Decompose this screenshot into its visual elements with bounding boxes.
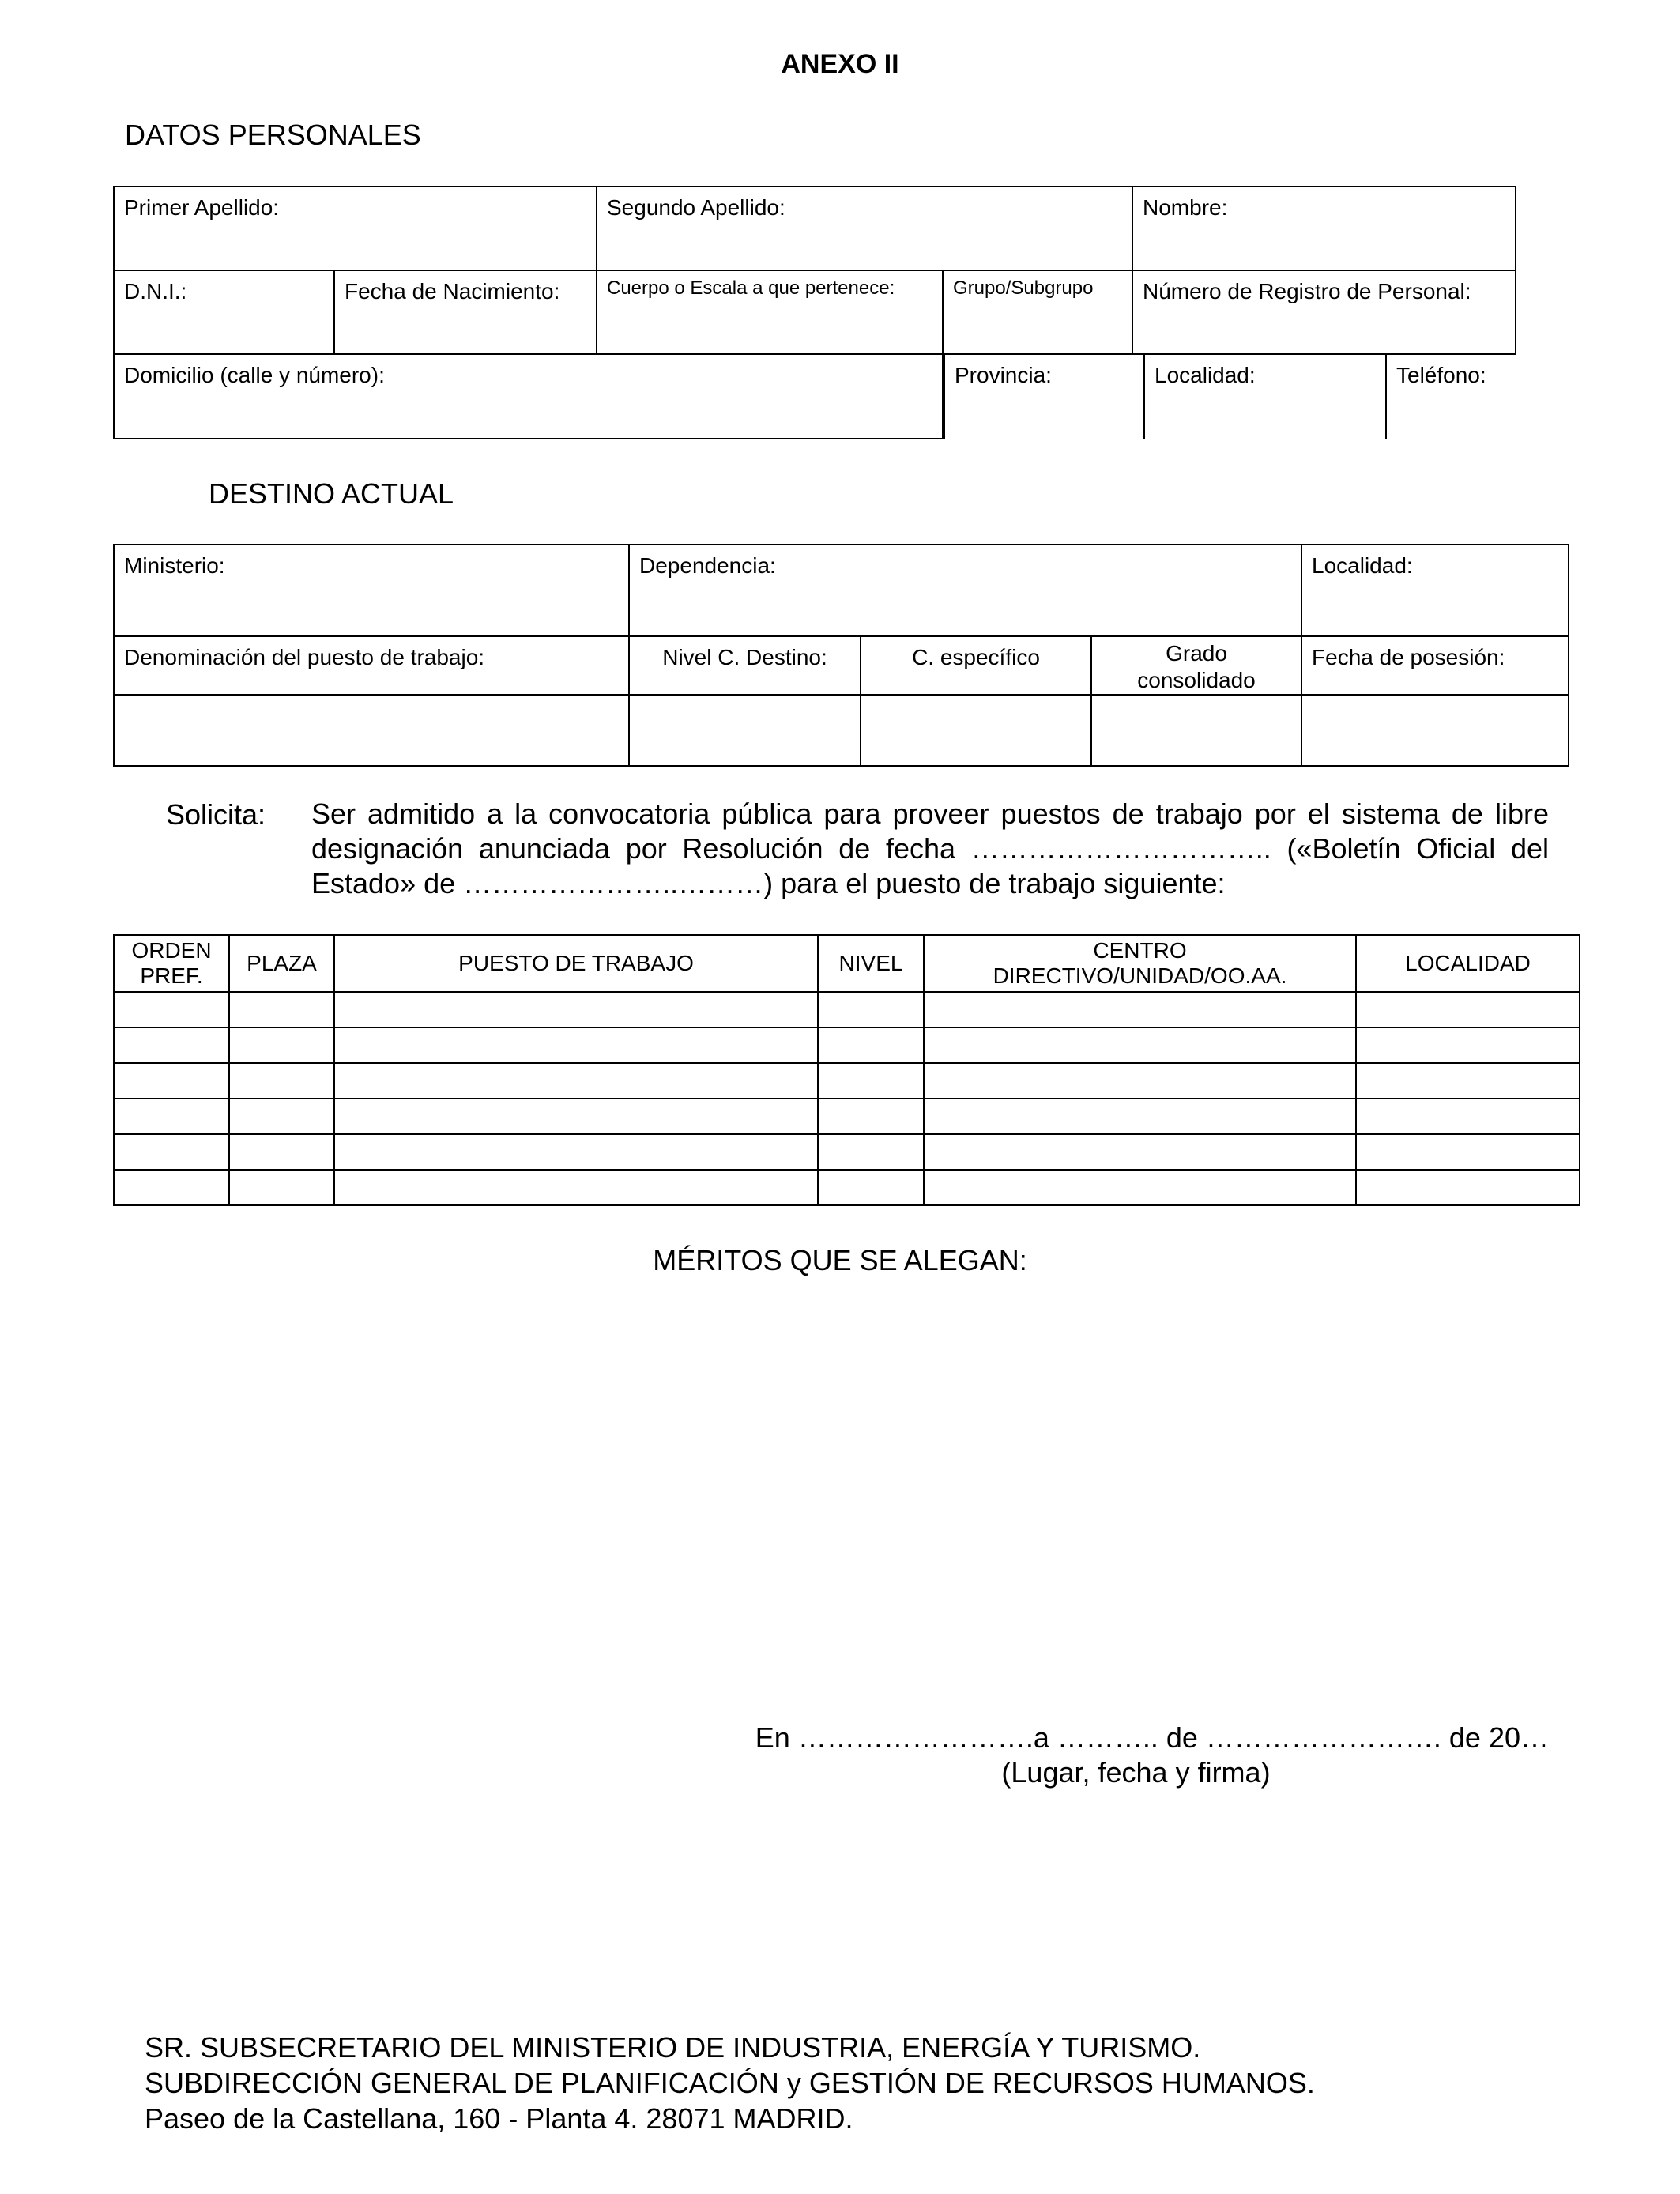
cell-nivel[interactable]	[818, 1170, 924, 1205]
nrp-label: Número de Registro de Personal:	[1143, 279, 1471, 303]
cell-localidad[interactable]	[1356, 1027, 1580, 1063]
cell-localidad[interactable]	[1356, 1170, 1580, 1205]
header-localidad-label: LOCALIDAD	[1405, 951, 1531, 975]
header-puesto-label: PUESTO DE TRABAJO	[458, 951, 694, 975]
cell-centro[interactable]	[924, 992, 1356, 1027]
cell-nivel[interactable]	[818, 1063, 924, 1099]
cell-plaza[interactable]	[229, 1170, 334, 1205]
table-row	[114, 1134, 1580, 1170]
denominacion-label: Denominación del puesto de trabajo:	[124, 645, 485, 669]
datos-personales-table	[113, 186, 1516, 439]
fecha-posesion-label: Fecha de posesión:	[1312, 645, 1505, 669]
cell-orden[interactable]	[114, 992, 229, 1027]
provincia-label: Provincia:	[955, 363, 1052, 387]
cell-puesto[interactable]	[334, 1170, 818, 1205]
header-centro-l1: CENTRO	[1093, 938, 1187, 963]
cuerpo-escala-label: Cuerpo o Escala a que pertenece:	[607, 277, 895, 299]
cell-orden[interactable]	[114, 1170, 229, 1205]
solicita-text: Ser admitido a la convocatoria pública para proveer puestos de trabajo por el sistema de libre designación anunciada por Resolución de fecha ………………………….. («Boletín Oficial del Estado» de …………………..………) para el puesto de trabajo siguiente:	[311, 797, 1549, 899]
cell-puesto[interactable]	[334, 1027, 818, 1063]
c-especifico-header	[861, 636, 1091, 695]
datos-personales-heading: DATOS PERSONALES	[125, 119, 421, 151]
provincia-field[interactable]	[944, 355, 1144, 439]
cell-plaza[interactable]	[229, 1027, 334, 1063]
segundo-apellido-field[interactable]	[597, 187, 1132, 270]
primer-apellido-field[interactable]	[114, 187, 597, 270]
cell-plaza[interactable]	[229, 1134, 334, 1170]
dni-field[interactable]	[114, 270, 334, 354]
fecha-nacimiento-field[interactable]	[334, 270, 597, 354]
cell-nivel[interactable]	[818, 1027, 924, 1063]
destino-actual-heading: DESTINO ACTUAL	[209, 477, 454, 510]
c-especifico-label: C. específico	[912, 645, 1040, 669]
denominacion-header	[114, 636, 629, 695]
address-line-2: SUBDIRECCIÓN GENERAL DE PLANIFICACIÓN y GESTIÓN DE RECURSOS HUMANOS.	[145, 2067, 1315, 2099]
cell-nivel[interactable]	[818, 1134, 924, 1170]
fecha-posesion-value[interactable]	[1301, 695, 1569, 766]
domicilio-label: Domicilio (calle y número):	[124, 363, 385, 387]
header-centro	[924, 935, 1356, 992]
primer-apellido-label: Primer Apellido:	[124, 195, 280, 220]
preferences-header-row	[114, 935, 1580, 992]
cell-puesto[interactable]	[334, 1063, 818, 1099]
cell-plaza[interactable]	[229, 1099, 334, 1134]
destino-actual-table	[113, 544, 1569, 767]
nivel-destino-label: Nivel C. Destino:	[662, 645, 827, 669]
header-centro-l2: DIRECTIVO/UNIDAD/OO.AA.	[993, 963, 1287, 988]
table-row	[114, 1099, 1580, 1134]
localidad-destino-label: Localidad:	[1312, 553, 1413, 578]
cuerpo-escala-field[interactable]	[597, 270, 943, 354]
preferences-table	[113, 934, 1580, 1206]
cell-orden[interactable]	[114, 1063, 229, 1099]
table-row	[114, 1063, 1580, 1099]
cell-localidad[interactable]	[1356, 1134, 1580, 1170]
domicilio-field[interactable]	[114, 354, 943, 439]
cell-centro[interactable]	[924, 1027, 1356, 1063]
cell-plaza[interactable]	[229, 992, 334, 1027]
dni-label: D.N.I.:	[124, 279, 187, 303]
dependencia-label: Dependencia:	[639, 553, 776, 578]
cell-plaza[interactable]	[229, 1063, 334, 1099]
grupo-subgrupo-field[interactable]	[943, 270, 1132, 354]
localidad-field[interactable]	[1144, 355, 1386, 439]
telefono-field[interactable]	[1386, 355, 1516, 439]
document-title: ANEXO II	[781, 49, 899, 79]
lugar-fecha-caption: (Lugar, fecha y firma)	[1001, 1756, 1271, 1789]
grado-label	[1092, 637, 1301, 694]
cell-orden[interactable]	[114, 1134, 229, 1170]
header-localidad	[1356, 935, 1580, 992]
cell-puesto[interactable]	[334, 992, 818, 1027]
grado-label-line1: Grado	[1166, 641, 1227, 665]
cell-centro[interactable]	[924, 1134, 1356, 1170]
cell-localidad[interactable]	[1356, 992, 1580, 1027]
header-puesto	[334, 935, 818, 992]
fecha-posesion-header	[1301, 636, 1569, 695]
cell-orden[interactable]	[114, 1027, 229, 1063]
address-line-3: Paseo de la Castellana, 160 - Planta 4. 28071 MADRID.	[145, 2102, 853, 2135]
cell-puesto[interactable]	[334, 1134, 818, 1170]
header-nivel	[818, 935, 924, 992]
ministerio-label: Ministerio:	[124, 553, 225, 578]
header-orden-l1: ORDEN	[131, 938, 212, 963]
grado-value[interactable]	[1091, 695, 1301, 766]
nivel-destino-header	[629, 636, 861, 695]
localidad-destino-field[interactable]	[1301, 545, 1569, 636]
solicita-label: Solicita:	[166, 798, 266, 831]
c-especifico-value[interactable]	[861, 695, 1091, 766]
header-plaza	[229, 935, 334, 992]
cell-orden[interactable]	[114, 1099, 229, 1134]
cell-centro[interactable]	[924, 1063, 1356, 1099]
table-row	[114, 1027, 1580, 1063]
cell-localidad[interactable]	[1356, 1099, 1580, 1134]
cell-puesto[interactable]	[334, 1099, 818, 1134]
cell-nivel[interactable]	[818, 992, 924, 1027]
nrp-field[interactable]	[1132, 270, 1516, 354]
localidad-label: Localidad:	[1155, 363, 1256, 387]
telefono-label: Teléfono:	[1396, 363, 1486, 387]
table-row	[114, 1170, 1580, 1205]
cell-centro[interactable]	[924, 1099, 1356, 1134]
address-line-1: SR. SUBSECRETARIO DEL MINISTERIO DE INDUSTRIA, ENERGÍA Y TURISMO.	[145, 2031, 1201, 2064]
lugar-fecha-line: En …………………….a ……….. de ……………………. de 20…	[755, 1721, 1549, 1754]
header-plaza-label: PLAZA	[247, 951, 317, 975]
denominacion-value[interactable]	[114, 695, 629, 766]
segundo-apellido-label: Segundo Apellido:	[607, 195, 785, 220]
header-orden-l2: PREF.	[140, 963, 203, 988]
cell-nivel[interactable]	[818, 1099, 924, 1134]
grado-header	[1091, 636, 1301, 695]
dependencia-field[interactable]	[629, 545, 1301, 636]
nombre-label: Nombre:	[1143, 195, 1228, 220]
table-row	[114, 992, 1580, 1027]
grupo-subgrupo-label: Grupo/Subgrupo	[953, 277, 1094, 299]
ministerio-field[interactable]	[114, 545, 629, 636]
nombre-field[interactable]	[1132, 187, 1516, 270]
cell-centro[interactable]	[924, 1170, 1356, 1205]
header-nivel-label: NIVEL	[838, 951, 903, 975]
meritos-heading: MÉRITOS QUE SE ALEGAN:	[653, 1244, 1027, 1276]
grado-label-line2: consolidado	[1137, 668, 1256, 692]
fecha-nacimiento-label: Fecha de Nacimiento:	[345, 279, 560, 303]
cell-localidad[interactable]	[1356, 1063, 1580, 1099]
nivel-destino-value[interactable]	[629, 695, 861, 766]
header-orden	[114, 935, 229, 992]
